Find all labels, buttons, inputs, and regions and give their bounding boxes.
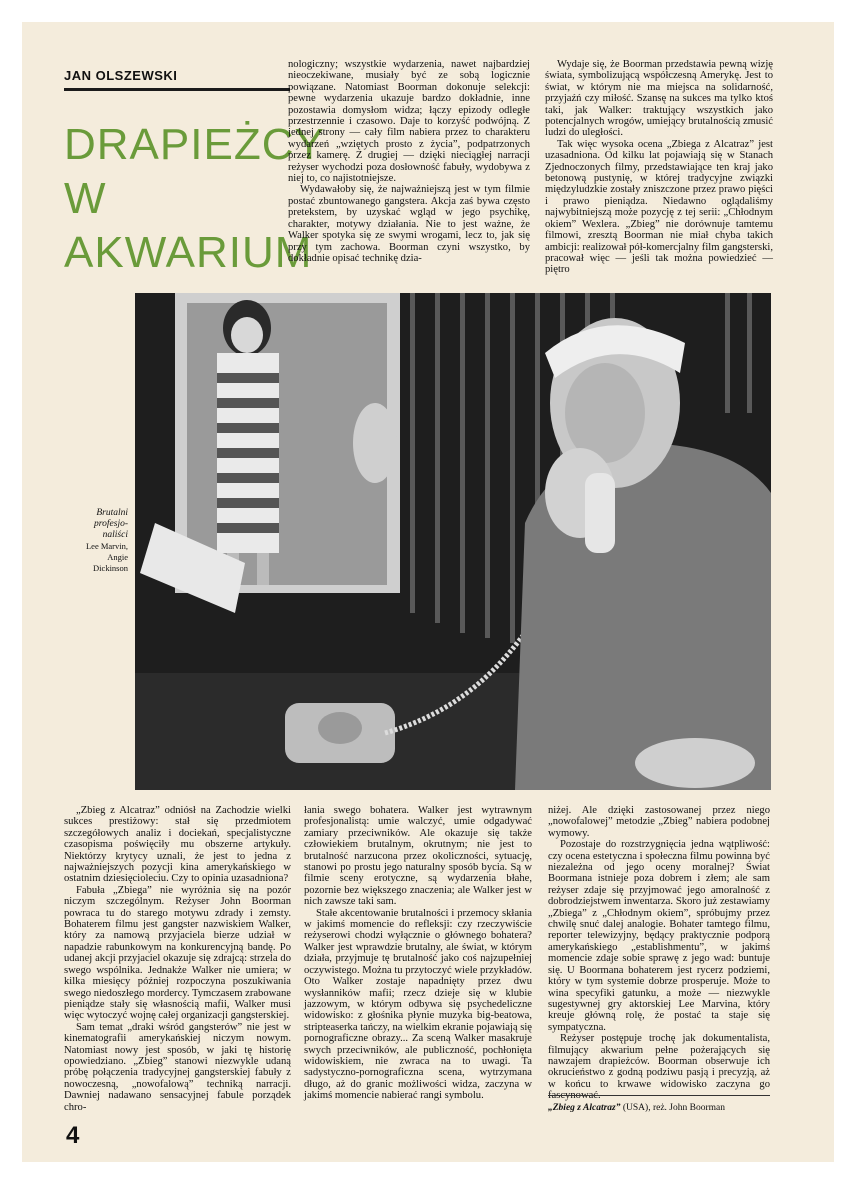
paragraph: Tak więc wysoka ocena „Zbiega z Alcatraz” jest uzasadniona. Od kilku lat pojawiają się w Stanach Zjednoczonych filmy, przedstawiające ten kraj jako betonową pustynię, w której tradycyjne związki międzyludzkie zostały zniszczone przez prawo pięści i prawo pieniądza. Niedawno oglądaliśmy najwybitniejszą może pozycję z tej serii: „Chłodnym okiem” Wexlera. „Zbieg” nie dorównuje tamtemu filmowi, zresztą Boorman nie miał chyba takich ambicji: realizował pół-komercjalny film gangsterski, pracował więc — jeśli tak można powiedzieć — piętro (545, 138, 773, 276)
film-details: (USA), reż. John Boorman (620, 1103, 725, 1113)
paragraph: Fabuła „Zbiega” nie wyróżnia się na pozór niczym szczególnym. Reżyser John Boorman powraca tu do starego motywu zdrady i zemsty. Bohaterem filmu jest gangster nazwiskiem Walker, który za namową przyjaciela bierze udział w napadzie rabunkowym na konkurencyjną bandę. Po udanej akcji przyjaciel okazuje się zdrajcą: strzela do swego wspólnika. Jednakże Walker nie umiera; w kilka miesięcy później rozpoczyna poszukiwania swego niedoszłego mordercy. Tymczasem zrabowane pieniądze stały się własnością mafii, Walker musi więc wytoczyć wojnę całej organizacji gangsterskiej. (64, 884, 291, 1022)
caption-text: profesjo- (94, 519, 128, 529)
top-column-1 (288, 59, 530, 277)
divider (64, 88, 290, 91)
title-line: AKWARIUM (64, 228, 313, 277)
title-line: W (64, 174, 107, 223)
paragraph: Pozostaje do rozstrzygnięcia jedna wątpliwość: czy ocena estetyczna i społeczna filmu powinna być niezależna od jego oceny moralnej? Świat Boormana istnieje poza dobrem i złem; ale sam reżyser zdaje się przyjmować jego amoralność z dobrodziejstwem inwentarza. Skoro już zestawiamy „Zbiega” z „Chłodnym okiem”, spróbujmy przez chwilę snuć dalej analogie. Bohater tamtego filmu, reporter telewizyjny, będący praktycznie podporą amerykańskiego „establishmentu”, w jakimś momencie zdaje sobie sprawę z jego wad: buntuje się. U Boormana bohaterem jest rycerz podziemi, który w tym systemie dobrze prosperuje. Może to wina specyfiki gatunku, a może — niezwykle sugestywnej gry aktorskiej Lee Marvina, który kreuje główną rolę, że postać ta staje się sympatyczna. (548, 839, 770, 1033)
top-column-2 (545, 59, 773, 277)
caption-text: naliści (102, 530, 128, 540)
paragraph: Stałe akcentowanie brutalności i przemocy skłania w jakimś momencie do refleksji: czy rzeczywiście reżyserowi chodzi wyłącznie o głównego bohatera? Walker jest wprawdzie brutalny, ale świat, w którym działa, przyjmuje tę brutalność jako coś najzupełniej oczywistego. Można tu przytoczyć wiele przykładów. Oto Walker zostaje napadnięty przez dwu wysłanników mafii; rzecz dzieje się w klubie jazzowym, w którym odbywa się psychedeliczne widowisko: z głośnika płynie muzyka big-beatowa, striptease​rka tańczy, na wielkim ekranie pojawiają się pornograficzne obrazy... Za sceną Walker masakruje swych przeciwników, ale publiczność, pochłonięta widowiskiem, nie zwraca na to uwagi. Ta sadystyczno-pornograficzna scena, wytrzymana długo, aż do granic możliwości widza, zaczyna w jakimś momencie nabierać rangi symbolu. (304, 907, 532, 1102)
film-title: „Zbieg z Alcatraz” (548, 1103, 621, 1113)
article-title (64, 118, 325, 280)
caption-names: Angie (107, 552, 128, 562)
caption-names: Lee Marvin, (85, 541, 128, 551)
bottom-column-2 (304, 805, 532, 1123)
paragraph: Wydaje się, że Boorman przedstawia pewną wizję świata, symbolizującą współczesną Amerykę. Jest to świat, w którym nie ma miejsca na solidarność, przyjaźń czy miłość. Szansę na sukces ma tylko ktoś taki, jak Walker: traktujący wszystkich jako potencjalnych wrogów, umiejący brutalnością zmusić ludzi do uległości. (545, 59, 773, 139)
film-still-photo (135, 293, 771, 790)
paragraph: Sam temat „draki wśród gangsterów” nie jest w kinematografii amerykańskiej niczym nowym. Natomiast nowy jest sposób, w jaki tę historię opowiedziano. „Zbieg” stanowi niezwykle udaną próbę połączenia tradycyjnej gangsterskiej fabuły z nowoczesną, „nowofalową” techniką narracji. Dawniej nadawano sensacyjnej fabule porządek chro- (64, 1021, 291, 1113)
paragraph: Wydawałoby się, że najważniejszą jest w tym filmie postać zbuntowanego gangstera. Akcja zaś bywa często pretekstem, by uzyskać wgląd w jego psychikę, charakter, motywy działania. Nie to jest ważne, że Walker spotyka się ze swymi wrogami, lecz to, jak się przy tym zachowa. Boorman czyni wszystko, by dokładnie opisać technikę dzia- (288, 184, 530, 264)
bottom-column-1 (64, 805, 291, 1123)
photo-caption (62, 508, 128, 574)
paragraph: łania swego bohatera. Walker jest wytrawnym profesjonalistą: umie walczyć, umie odgadywać zamiary przeciwników. Ale okazuje się także człowiekiem brutalnym, okrutnym; nie jest to brutalność narzucona przez okoliczności, sytuację, stanowi po prostu jego naturalny sposób bycia. Są w filmie sceny erotyczne, są wydarzenia błahe, pozornie bez większego znaczenia; ale Walker jest w nich zawsze taki sam. (304, 805, 532, 908)
film-credit (548, 1103, 770, 1113)
bottom-column-3 (548, 805, 770, 1091)
divider (548, 1095, 770, 1096)
paragraph: Reżyser postępuje trochę jak dokumentalista, filmujący akwarium pełne pożerających się nawzajem drapieżców. Boorman obserwuje ich okrucieństwo z godną podziwu pasją i precyzją, aż w końcu to krwawe widowisko zaczyna go (548, 1033, 770, 1090)
paragraph: nologiczny; wszystkie wydarzenia, nawet najbardziej nieoczekiwane, musiały być ze sobą logicznie powiązane. Natomiast Boorman dokonuje selekcji: pewne wydarzenia ukazuje bardzo dokładnie, inne pozostawia domysłom widza; łączy epizody odległe przestrzennie i czasowo. Daje to korzyść podwójną. Z jednej strony — cały film nabiera przez to charakteru wydarzeń „wziętych prosto z życia”, podpatrzonych przez kamerę. Z drugiej — dzięki nieciągłej narracji reżyser wychodzi poza dosłowność fabuły, wydobywa z niej to, co najistotniejsze. (288, 59, 530, 185)
page-number: 4 (66, 1122, 80, 1149)
author-name: JAN OLSZEWSKI (64, 68, 178, 83)
paragraph: niżej. Ale dzięki zastosowanej przez niego „nowofalowej” metodzie „Zbieg” nabiera podobnej wymowy. (548, 805, 770, 839)
caption-names: Dickinson (93, 563, 128, 573)
title-line: DRAPIEŻCY (64, 120, 325, 169)
paragraph: „Zbieg z Alcatraz” odniósł na Zachodzie wielki sukces prestiżowy: stał się przedmiotem szczegółowych analiz i dociekań, specjalistyczne czasopisma poświęciły mu obszerne artykuły. Niektórzy krytycy uznali, że jest to jedna z najważniejszych pozycji kina amerykańskiego w ostatnim dziesięcioleciu. Czy to opinia uzasadniona? (64, 805, 291, 885)
caption-text: Brutalni (96, 508, 128, 518)
